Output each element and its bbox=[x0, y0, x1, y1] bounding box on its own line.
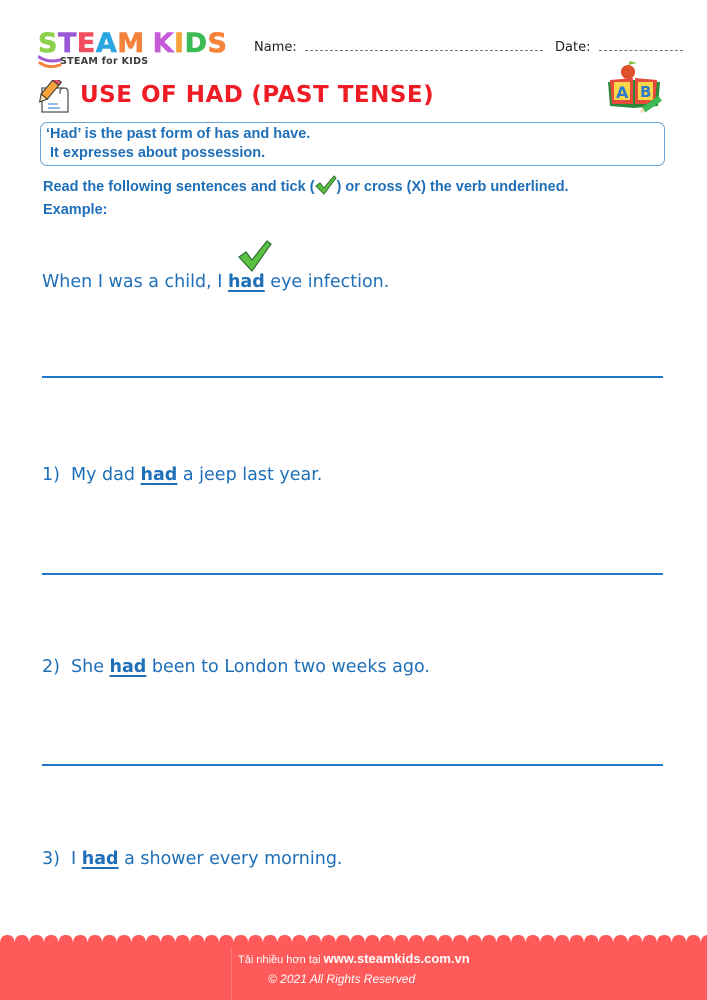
worksheet-title: USE OF HAD (PAST TENSE) bbox=[80, 82, 435, 108]
name-label: Name: bbox=[254, 40, 297, 55]
question-3-verb: had bbox=[81, 849, 119, 869]
question-2: 2) She had been to London two weeks ago. bbox=[42, 657, 430, 677]
footer-website: Tải nhiều hơn tại www.steamkids.com.vn bbox=[238, 951, 470, 966]
question-2-verb: had bbox=[109, 657, 147, 677]
example-label: Example: bbox=[43, 202, 108, 218]
logo-subtitle: STEAM for KIDS bbox=[60, 56, 149, 67]
date-field[interactable] bbox=[599, 40, 683, 51]
name-date-row bbox=[254, 40, 683, 55]
steam-kids-logo bbox=[38, 30, 238, 74]
example-verb: had bbox=[227, 272, 265, 292]
svg-text:A: A bbox=[616, 83, 629, 102]
logo-wordmark: STEAM KIDS bbox=[38, 28, 228, 59]
answer-line-example[interactable] bbox=[42, 376, 663, 378]
name-field[interactable] bbox=[305, 40, 543, 51]
pencil-paper-icon bbox=[36, 80, 72, 116]
answer-line-2[interactable] bbox=[42, 764, 663, 766]
instructions: Read the following sentences and tick ( ) or cross (X) the verb underlined. bbox=[43, 175, 569, 195]
cross-symbol: X bbox=[411, 179, 422, 195]
svg-text:B: B bbox=[640, 83, 652, 101]
footer-copyright: © 2021 All Rights Reserved bbox=[268, 972, 416, 986]
question-3: 3) I had a shower every morning. bbox=[42, 849, 343, 869]
definition-box bbox=[40, 122, 665, 166]
answer-line-1[interactable] bbox=[42, 573, 663, 575]
footer-divider bbox=[231, 948, 232, 1000]
definition-line-1: ‘Had’ is the past form of has and have. bbox=[46, 126, 311, 142]
example-sentence: When I was a child, I had eye infection. bbox=[42, 272, 390, 292]
date-label: Date: bbox=[555, 40, 591, 55]
logo-smile-icon bbox=[38, 54, 62, 70]
example-tick-icon bbox=[238, 240, 272, 272]
definition-line-2: It expresses about possession. bbox=[50, 145, 266, 161]
abc-book-icon bbox=[604, 60, 666, 114]
tick-icon bbox=[315, 175, 337, 195]
website-link[interactable]: www.steamkids.com.vn bbox=[323, 951, 470, 966]
question-1: 1) My dad had a jeep last year. bbox=[42, 465, 323, 485]
question-1-verb: had bbox=[140, 465, 178, 485]
